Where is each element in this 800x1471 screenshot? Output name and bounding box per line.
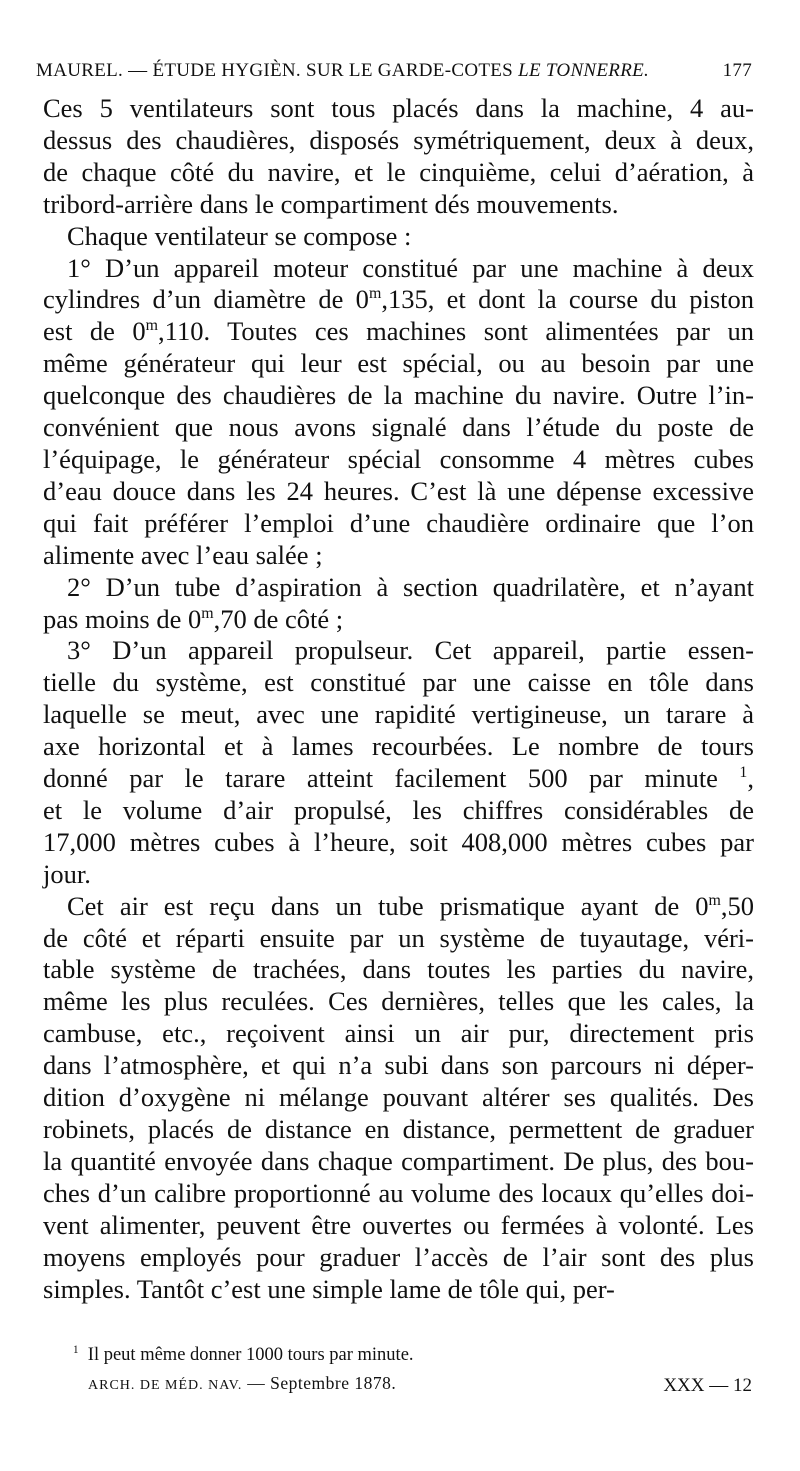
journal-abbreviation: ARCH. DE MÉD. NAV.	[88, 1378, 243, 1393]
text-line: table système de trachées, dans toutes les parties du navire,	[43, 954, 754, 985]
issue-date: — Septembre 1878.	[242, 1373, 397, 1393]
text-line: vent alimenter, peuvent être ouvertes ou fermées à volonté. Les	[43, 1209, 754, 1240]
text-line: donné par le tarare atteint facilement 500 par minute $^1$,	[43, 763, 754, 794]
text-line: robinets, placés de distance en distance, permettent de graduer	[43, 1114, 754, 1144]
footnote: $^1$ Il peut même donner 1000 tours par minute.	[73, 1343, 414, 1365]
running-header	[36, 60, 752, 90]
text-line: dition d’oxygène ni mélange pouvant altérer ses qualités. Des	[43, 1082, 754, 1113]
sheet-signature: XXX — 12	[663, 1375, 752, 1396]
text-line: tribord-arrière dans le compartiment dés mouvements.	[43, 188, 619, 219]
text-line: d’eau douce dans les 24 heures. C’est là une dépense excessive	[43, 475, 754, 506]
text-line: laquelle se meut, avec une rapidité vertigineuse, un tarare à	[43, 699, 754, 730]
text-line: de chaque côté du navire, et le cinquième, celui d’aération, à	[43, 156, 754, 187]
page-footer	[88, 1373, 752, 1403]
text-line: moyens employés pour graduer l’accès de l’air sont des plus	[43, 1241, 754, 1272]
ship-name: LE TONNERRE.	[518, 60, 650, 81]
text-line: même les plus reculées. Ces dernières, telles que les cales, la	[43, 986, 754, 1017]
text-line: Cet air est reçu dans un tube prismatique ayant de 0$^m$,50	[67, 890, 754, 921]
text-line: tielle du système, est constitué par une caisse en tôle dans	[43, 667, 754, 698]
main-text	[43, 93, 754, 1305]
text-line: quelconque des chaudières de la machine du navire. Outre l’in-	[43, 380, 754, 411]
text-line: de côté et réparti ensuite par un système de tuyautage, véri-	[43, 922, 754, 953]
text-line: pas moins de 0$^m$,70 de côté ;	[43, 603, 344, 634]
text-line: alimente avec l’eau salée ;	[43, 539, 323, 570]
text-line: qui fait préférer l’emploi d’une chaudière ordinaire que l’on	[43, 507, 754, 538]
text-line: même générateur qui leur est spécial, ou au besoin par une	[43, 348, 754, 379]
text-line: convénient que nous avons signalé dans l’étude du poste de	[43, 412, 754, 443]
page-number: 177	[722, 60, 752, 81]
text-line: 17,000 mètres cubes à l’heure, soit 408,000 mètres cubes par	[43, 826, 754, 857]
journal-imprint	[88, 1373, 396, 1394]
text-line: dessus des chaudières, disposés symétriquement, deux à deux,	[43, 124, 754, 155]
text-line: simples. Tantôt c’est une simple lame de tôle qui, per-	[43, 1273, 615, 1304]
text-line: cylindres d’un diamètre de 0$^m$,135, et dont la course du piston	[43, 284, 755, 315]
text-line: l’équipage, le générateur spécial consomme 4 mètres cubes	[43, 443, 754, 474]
text-line: 2° D’un tube d’aspiration à section quadrilatère, et n’ayant	[67, 571, 754, 602]
text-line: jour.	[43, 858, 91, 889]
text-line: 1° D’un appareil moteur constitué par une machine à deux	[67, 252, 754, 283]
text-line: cambuse, etc., reçoivent ainsi un air pur, directement pris	[43, 1018, 754, 1049]
text-line: la quantité envoyée dans chaque compartiment. De plus, des bou-	[43, 1145, 754, 1176]
text-line: est de 0$^m$,110. Toutes ces machines sont alimentées par un	[43, 316, 754, 347]
text-line: dans l’atmosphère, et qui n’a subi dans son parcours ni déper-	[43, 1050, 754, 1081]
text-line: Chaque ventilateur se compose :	[67, 220, 412, 251]
text-line: axe horizontal et à lames recourbées. Le nombre de tours	[43, 731, 754, 762]
text-line: Ces 5 ventilateurs sont tous placés dans la machine, 4 au-	[43, 93, 754, 123]
text-line: et le volume d’air propulsé, les chiffres considérables de	[43, 794, 754, 825]
text-line: 3° D’un appareil propulseur. Cet appareil, partie essen-	[67, 635, 754, 666]
text-line: ches d’un calibre proportionné au volume des locaux qu’elles doi-	[43, 1177, 754, 1208]
running-title: MAUREL. — ÉTUDE HYGIÈN. SUR LE GARDE-COTES LE TONNERRE.	[36, 60, 650, 81]
